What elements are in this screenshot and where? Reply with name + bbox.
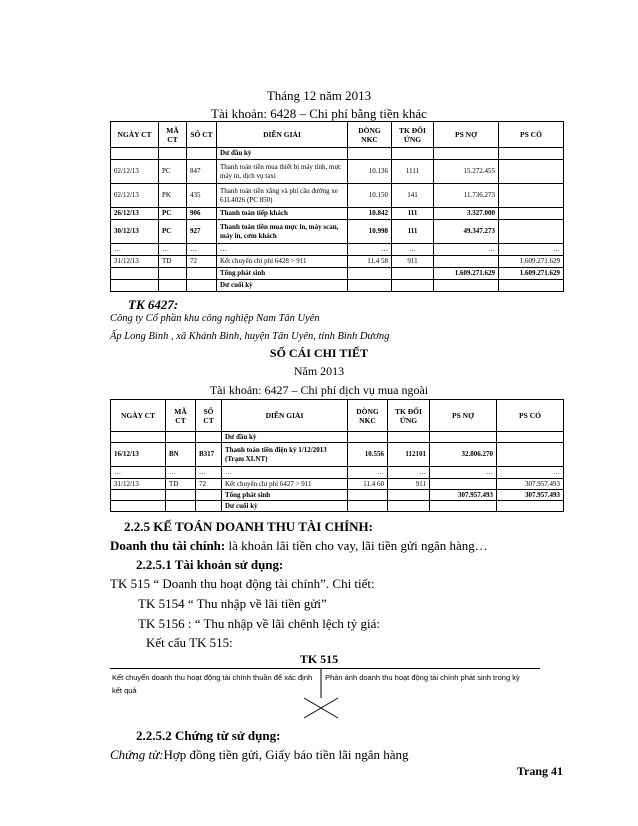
table-cell: … — [196, 467, 222, 479]
table-cell: Dư cuối kỳ — [217, 280, 348, 292]
table-cell — [392, 148, 434, 160]
table-cell — [497, 501, 564, 512]
table-cell: 16/12/13 — [111, 443, 166, 467]
table-cell: 31/12/13 — [111, 479, 166, 490]
table-cell: PC — [159, 220, 187, 244]
table-cell — [196, 432, 222, 443]
table-row — [111, 501, 564, 512]
table-cell — [388, 490, 430, 501]
col-header: SỐ CT — [187, 122, 217, 148]
table-row — [111, 220, 564, 244]
table-row — [111, 256, 564, 268]
table-cell — [434, 280, 499, 292]
table-cell: 307.957.493 — [497, 490, 564, 501]
table-row — [111, 280, 564, 292]
table-cell — [159, 268, 187, 280]
col-header: DIỄN GIẢI — [222, 400, 348, 432]
table-cell: 10.842 — [348, 208, 392, 220]
table-cell — [499, 160, 564, 184]
table-cell: … — [159, 244, 187, 256]
table-cell: Thanh toán tiền điện kỳ 1/12/2013 (Trạm XLNT) — [222, 443, 348, 467]
table-cell: Thanh toán tiền mua thiết bị máy tính, mực máy in, dịch vụ taxi — [217, 160, 348, 184]
table-cell: … — [430, 467, 497, 479]
table-row — [111, 443, 564, 467]
table-cell: … — [187, 244, 217, 256]
chungtu-line — [110, 747, 409, 763]
table-cell — [166, 490, 196, 501]
table-cell: 906 — [187, 208, 217, 220]
table-cell — [434, 148, 499, 160]
table-row — [111, 490, 564, 501]
table-row — [111, 184, 564, 208]
table-cell — [388, 501, 430, 512]
table-cell: 30/12/13 — [111, 220, 159, 244]
table-cell: Tổng phát sinh — [222, 490, 348, 501]
table-cell: 15.272.455 — [434, 160, 499, 184]
table-cell: 435 — [187, 184, 217, 208]
t-account-debit-side: Kết chuyển doanh thu hoạt động tài chính thuần để xác định kết quả — [112, 673, 313, 695]
company-address: Ấp Long Bình , xã Khánh Bình, huyện Tân Uyên, tỉnh Bình Dương — [110, 331, 390, 342]
definition-paragraph — [110, 538, 488, 554]
table-cell — [499, 220, 564, 244]
col-header: SỐ CT — [196, 400, 222, 432]
table-cell — [187, 148, 217, 160]
table-cell: Dư đầu kỳ — [222, 432, 348, 443]
section-heading: 2.2.5 KẾ TOÁN DOANH THU TÀI CHÍNH: — [124, 519, 373, 534]
definition-text: là khoản lãi tiền cho vay, lãi tiền gửi ngân hàng… — [225, 538, 488, 553]
table-cell — [434, 256, 499, 268]
table-cell — [430, 432, 497, 443]
table-cell: … — [499, 244, 564, 256]
col-header: DÒNG NKC — [348, 122, 392, 148]
table-cell — [499, 280, 564, 292]
definition-label: Doanh thu tài chính: — [110, 538, 226, 553]
table-cell — [348, 432, 388, 443]
bullet-item — [130, 616, 380, 632]
table-row — [111, 268, 564, 280]
col-header: PS CÓ — [497, 400, 564, 432]
table-row — [111, 148, 564, 160]
table-cell: … — [392, 244, 434, 256]
table-cell: Kết chuyển chi phí 6427 > 911 — [222, 479, 348, 490]
table-cell: … — [388, 467, 430, 479]
table-cell: … — [111, 467, 166, 479]
table-cell: Dư cuối kỳ — [222, 501, 348, 512]
table-cell — [430, 501, 497, 512]
company-name: Công ty Cổ phần khu công nghiệp Nam Tân Uyên — [110, 313, 320, 324]
bullet-text: TK 5154 “ Thu nhập về lãi tiền gửi” — [138, 596, 327, 611]
table-cell: 11.4 60 — [348, 479, 388, 490]
table-row — [111, 467, 564, 479]
table-row — [111, 432, 564, 443]
table-cell: 49.347.273 — [434, 220, 499, 244]
table-cell: … — [111, 244, 159, 256]
table-cell — [392, 268, 434, 280]
table-cell: TD — [159, 256, 187, 268]
table-cell: 32.806.270 — [430, 443, 497, 467]
ledger-title: SỔ CÁI CHI TIẾT — [269, 346, 369, 360]
table-cell: 307.957.493 — [430, 490, 497, 501]
table-cell — [196, 501, 222, 512]
col-header: PS NỢ — [434, 122, 499, 148]
ledger-year: Năm 2013 — [293, 364, 345, 378]
table-cell — [111, 501, 166, 512]
table-cell: 26/12/13 — [111, 208, 159, 220]
table-header-row — [111, 400, 564, 432]
table-cell: 911 — [392, 256, 434, 268]
table-cell: 02/12/13 — [111, 160, 159, 184]
table-cell: 31/12/13 — [111, 256, 159, 268]
table-row — [111, 479, 564, 490]
subsection-heading-2: 2.2.5.2 Chứng từ sử dụng: — [136, 728, 281, 743]
table-cell: … — [348, 244, 392, 256]
table-cell: PC — [159, 160, 187, 184]
table-cell — [187, 268, 217, 280]
table-cell — [497, 432, 564, 443]
table1-account-line: Tài khoản: 6428 – Chi phí bằng tiền khác — [211, 106, 427, 121]
table-cell: 111 — [392, 208, 434, 220]
table-cell — [111, 490, 166, 501]
table-cell: B317 — [196, 443, 222, 467]
table-header-row — [111, 122, 564, 148]
table-cell — [111, 280, 159, 292]
table-cell: 3.327.000 — [434, 208, 499, 220]
col-header: DIỄN GIẢI — [217, 122, 348, 148]
table-cell: Kết chuyển chi phí 6428 > 911 — [217, 256, 348, 268]
table-cell — [159, 280, 187, 292]
col-header: NGÀY CT — [111, 122, 159, 148]
table-cell — [196, 490, 222, 501]
table-cell — [348, 501, 388, 512]
table-cell: 112101 — [388, 443, 430, 467]
chungtu-text: Hợp đồng tiền gửi, Giấy báo tiền lãi ngân hàng — [163, 747, 409, 762]
table-cell: 1.609.271.629 — [434, 268, 499, 280]
table-row — [111, 208, 564, 220]
table-cell: PC — [159, 208, 187, 220]
table-cell — [348, 148, 392, 160]
table-cell: 02/12/13 — [111, 184, 159, 208]
table-cell: 911 — [388, 479, 430, 490]
table-cell — [388, 432, 430, 443]
table-cell: TD — [166, 479, 196, 490]
table-cell: Tổng phát sinh — [217, 268, 348, 280]
chungtu-label: Chứng từ: — [110, 747, 164, 762]
table-cell: 927 — [187, 220, 217, 244]
table-cell: 1.609.271.629 — [499, 268, 564, 280]
table-cell: Thanh toán tiếp khách — [217, 208, 348, 220]
table-cell: Thanh toán tiền mua mực in, máy scan, máy in, cơm khách — [217, 220, 348, 244]
subsection-heading-1: 2.2.5.1 Tài khoản sử dụng: — [136, 557, 284, 572]
bullet-text: TK 5156 : “ Thu nhập về lãi chênh lệch tỷ giá: — [138, 616, 380, 631]
table-cell: 72 — [187, 256, 217, 268]
table-cell: 307.957.493 — [497, 479, 564, 490]
col-header: TK ĐỐI ỨNG — [388, 400, 430, 432]
ledger-table-6428 — [110, 121, 564, 292]
table-cell: BN — [166, 443, 196, 467]
col-header: MÃ CT — [159, 122, 187, 148]
table-cell — [499, 208, 564, 220]
table-cell: Thanh toán tiền xăng và phí cầu đường xe 61L4026 (PC 850) — [217, 184, 348, 208]
table-cell: 111 — [392, 220, 434, 244]
table1-month-line: Tháng 12 năm 2013 — [266, 88, 372, 103]
table-cell: … — [348, 467, 388, 479]
col-header: DÒNG NKC — [348, 400, 388, 432]
t-account-title: TK 515 — [299, 652, 339, 666]
table-cell: PK — [159, 184, 187, 208]
bullet-item — [130, 596, 327, 612]
table-cell: 11.736.273 — [434, 184, 499, 208]
table-cell — [166, 432, 196, 443]
table-cell: … — [166, 467, 196, 479]
col-header: NGÀY CT — [111, 400, 166, 432]
tk515-line: TK 515 “ Doanh thu hoạt động tài chính”. Chi tiết: — [110, 576, 375, 591]
table-cell: 10.150 — [348, 184, 392, 208]
table-cell: 10.998 — [348, 220, 392, 244]
col-header: MÃ CT — [166, 400, 196, 432]
table-cell: … — [222, 467, 348, 479]
table-row — [111, 160, 564, 184]
table-cell: … — [497, 467, 564, 479]
t-account-credit-side: Phản ánh doanh thu hoạt động tài chính phát sinh trong kỳ — [325, 673, 520, 682]
table-cell: 847 — [187, 160, 217, 184]
table-cell: 10.136 — [348, 160, 392, 184]
col-header: PS CÓ — [499, 122, 564, 148]
table-cell — [499, 184, 564, 208]
col-header: PS NỢ — [430, 400, 497, 432]
col-header: TK ĐỐI ỨNG — [392, 122, 434, 148]
table-cell: 1.609.271.629 — [499, 256, 564, 268]
table-cell — [166, 501, 196, 512]
table-cell — [111, 432, 166, 443]
table-cell — [499, 148, 564, 160]
table-cell — [111, 268, 159, 280]
ledger-table-6427 — [110, 399, 564, 512]
table-cell: 10.556 — [348, 443, 388, 467]
table-cell — [497, 443, 564, 467]
table-cell: 11.4 58 — [348, 256, 392, 268]
table-cell — [392, 280, 434, 292]
table-cell: Dư đầu kỳ — [217, 148, 348, 160]
table-cell: 141 — [392, 184, 434, 208]
ledger-account: Tài khoản: 6427 – Chi phí dịch vụ mua ngoài — [209, 383, 429, 397]
ketcau-line: Kết cấu TK 515: — [146, 635, 233, 650]
table-cell — [348, 268, 392, 280]
table-cell: 1111 — [392, 160, 434, 184]
table-cell — [187, 280, 217, 292]
tk6427-heading: TK 6427: — [128, 297, 179, 312]
table-cell — [159, 148, 187, 160]
table-cell — [348, 490, 388, 501]
table-cell — [430, 479, 497, 490]
page-number: Trang 41 — [516, 764, 563, 778]
table-cell — [111, 148, 159, 160]
table-cell: … — [434, 244, 499, 256]
table-cell — [348, 280, 392, 292]
table-row — [111, 244, 564, 256]
table-cell: … — [217, 244, 348, 256]
table-cell: 72 — [196, 479, 222, 490]
